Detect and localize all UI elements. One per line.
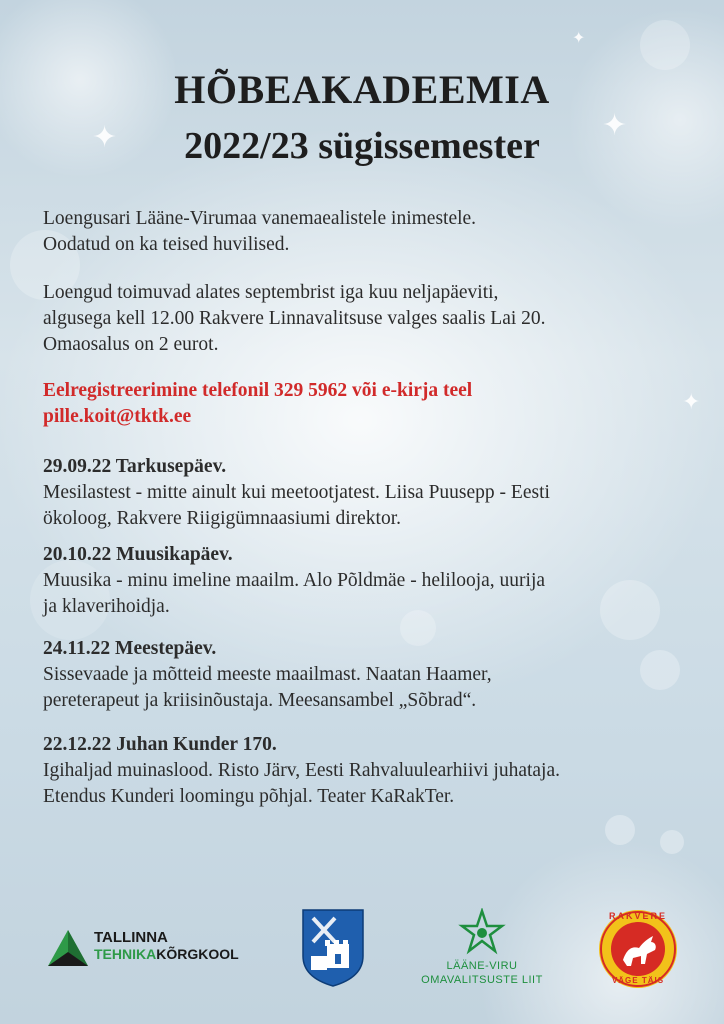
event-description: ja klaverihoidja. [43,596,170,617]
event-item [43,542,693,620]
event-description: ökoloog, Rakvere Riigigümnaasiumi direktor. [43,508,401,529]
event-item [43,636,693,714]
sponsor-logos [0,900,724,1000]
taltech-word-a: TEHNIKA [94,946,157,962]
event-description: Igihaljad muinaslood. Risto Järv, Eesti Rahvaluulearhiivi juhataja. [43,760,560,781]
intro-line: Loengusari Lääne-Virumaa vanemaealistele inimestele. [43,208,477,229]
event-description: pereterapeut ja kriisinõustaja. Meesansambel „Sõbrad“. [43,690,477,711]
taltech-word-b: KÕRGKOOL [156,946,239,962]
registration-email[interactable]: pille.koit@tktk.ee [43,406,192,427]
rakvere-top-text: RAKVERE [608,911,667,921]
taltech-logo [46,926,256,970]
lvol-name-line2: OMAVALITSUSTE LIIT [421,974,543,986]
taltech-name-line2 [94,946,239,962]
triangle-logo-icon [46,928,90,968]
intro-paragraph-1 [43,206,693,258]
sparkle-icon: ✦ [682,390,701,415]
page-title: HÕBEAKADEEMIA [174,67,550,112]
rakvere-badge-logo [597,908,679,990]
event-item [43,732,693,810]
event-description: Etendus Kunderi loomingu põhjal. Teater KaRakTer. [43,786,455,807]
intro-line: Oodatud on ka teised huvilised. [43,234,290,255]
sparkle-icon: ✦ [602,108,628,143]
event-title: 20.10.22 Muusikapäev. [43,544,233,565]
intro-line: algusega kell 12.00 Rakvere Linnavalitsuse valges saalis Lai 20. [43,308,546,329]
event-description: Mesilastest - mitte ainult kui meetootjatest. Liisa Puusepp - Eesti [43,482,550,503]
event-description: Sissevaade ja mõtteid meeste maailmast. Naatan Haamer, [43,664,492,685]
event-title: 29.09.22 Tarkusepäev. [43,456,227,477]
sparkle-icon: ✦ [92,120,118,155]
sparkle-icon: ✦ [572,28,586,47]
registration-line: Eelregistreerimine telefonil 329 5962 või e-kirja teel [43,380,473,401]
intro-paragraph-2 [43,280,693,358]
registration-notice [43,378,693,430]
intro-line: Loengud toimuvad alates septembrist iga kuu neljapäeviti, [43,282,499,303]
event-title: 24.11.22 Meestepäev. [43,638,217,659]
page-subtitle: 2022/23 sügissemester [184,125,540,167]
rakvere-bottom-text: VÄGE TÄIS [611,976,665,985]
bokeh-light [640,20,690,70]
lvol-name-line1: LÄÄNE-VIRU [446,960,518,972]
bokeh-light [605,815,635,845]
coat-of-arms-logo [301,908,365,988]
lvol-logo [412,908,552,998]
bokeh-light [660,830,684,854]
event-item [43,454,693,532]
star-flower-icon [457,908,507,958]
event-description: Muusika - minu imeline maailm. Alo Põldmäe - helilooja, uurija [43,570,546,591]
intro-line: Omaosalus on 2 eurot. [43,334,219,355]
taltech-name-line1: TALLINNA [94,929,168,946]
event-title: 22.12.22 Juhan Kunder 170. [43,734,277,755]
coat-of-arms-icon [301,908,365,988]
